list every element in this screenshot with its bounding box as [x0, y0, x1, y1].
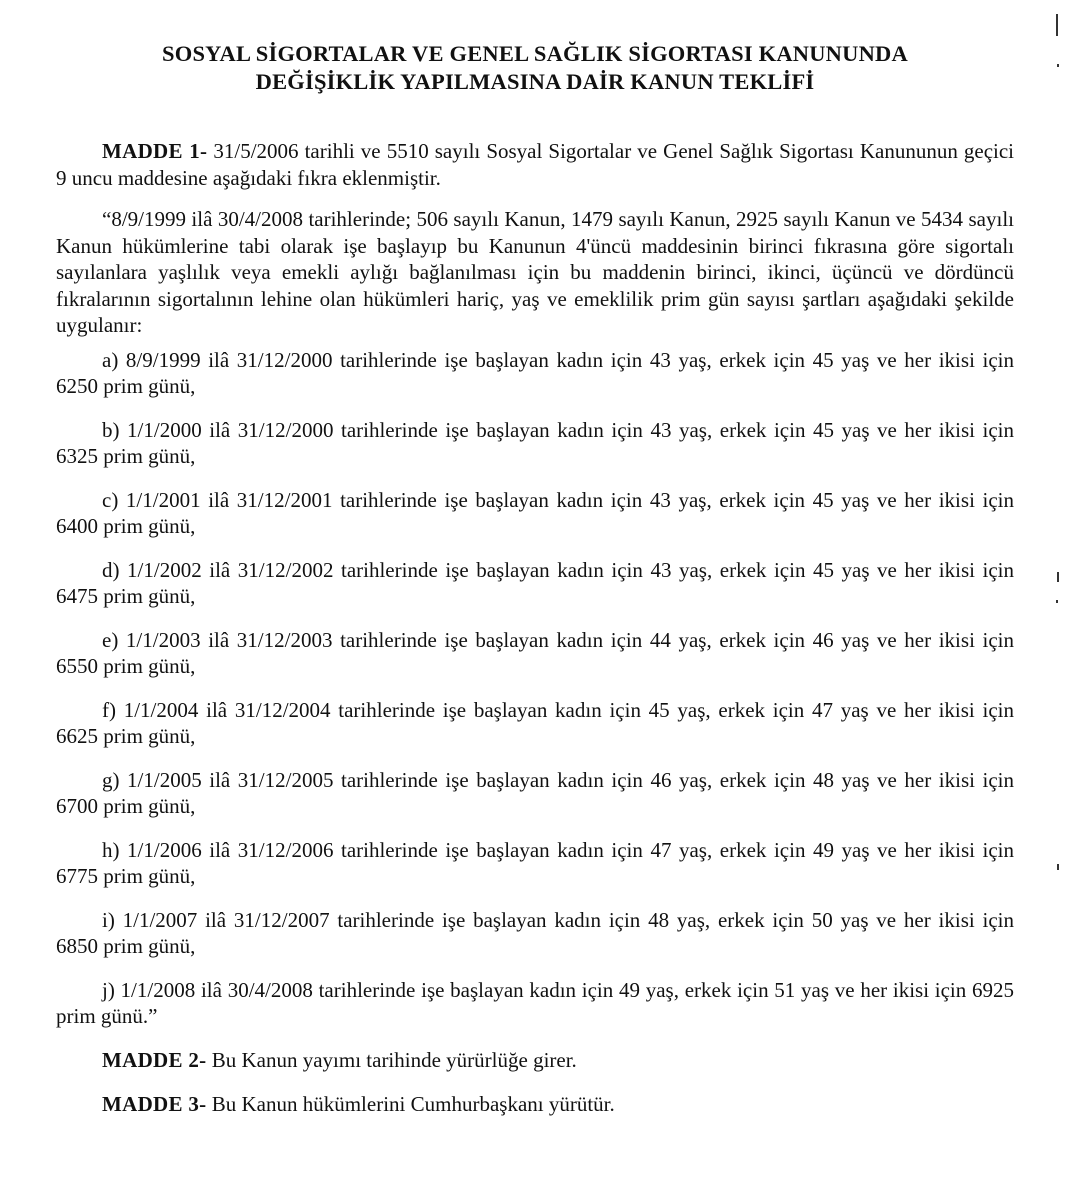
title-line-1: SOSYAL SİGORTALAR VE GENEL SAĞLIK SİGORTASI KANUNUNDA: [162, 41, 908, 66]
madde-3-label: MADDE 3-: [102, 1092, 207, 1116]
madde-2-text: Bu Kanun yayımı tarihinde yürürlüğe girer.: [206, 1047, 577, 1072]
list-item: i) 1/1/2007 ilâ 31/12/2007 tarihlerinde işe başlayan kadın için 48 yaş, erkek için 50 yaş ve her ikisi için 6850 prim günü,: [56, 907, 1014, 958]
list-item: g) 1/1/2005 ilâ 31/12/2005 tarihlerinde işe başlayan kadın için 46 yaş, erkek için 48 yaş ve her ikisi için 6700 prim günü,: [56, 767, 1014, 818]
document-title: [56, 40, 1014, 96]
scan-mark: [1056, 14, 1058, 36]
item-list: [56, 347, 1014, 1030]
madde-2: [56, 1047, 1014, 1074]
scan-mark: [1057, 864, 1059, 870]
list-item: a) 8/9/1999 ilâ 31/12/2000 tarihlerinde işe başlayan kadın için 43 yaş, erkek için 45 yaş ve her ikisi için 6250 prim günü,: [56, 347, 1014, 398]
list-item: f) 1/1/2004 ilâ 31/12/2004 tarihlerinde işe başlayan kadın için 45 yaş, erkek için 47 yaş ve her ikisi için 6625 prim günü,: [56, 697, 1014, 748]
scan-mark: [1057, 64, 1059, 67]
list-item: b) 1/1/2000 ilâ 31/12/2000 tarihlerinde işe başlayan kadın için 43 yaş, erkek için 45 yaş ve her ikisi için 6325 prim günü,: [56, 417, 1014, 468]
title-line-2: DEĞİŞİKLİK YAPILMASINA DAİR KANUN TEKLİFİ: [255, 69, 815, 94]
list-item: c) 1/1/2001 ilâ 31/12/2001 tarihlerinde işe başlayan kadın için 43 yaş, erkek için 45 yaş ve her ikisi için 6400 prim günü,: [56, 487, 1014, 538]
scan-mark: [1056, 600, 1058, 603]
madde-3-text: Bu Kanun hükümlerini Cumhurbaşkanı yürütür.: [206, 1092, 615, 1116]
document-page: [56, 40, 1014, 1136]
madde-1: [56, 138, 1014, 191]
madde-2-label: MADDE 2-: [102, 1047, 207, 1072]
list-item: h) 1/1/2006 ilâ 31/12/2006 tarihlerinde işe başlayan kadın için 47 yaş, erkek için 49 yaş ve her ikisi için 6775 prim günü,: [56, 837, 1014, 888]
quote-intro: “8/9/1999 ilâ 30/4/2008 tarihlerinde; 506 sayılı Kanun, 1479 sayılı Kanun, 2925 sayılı Kanun ve 5434 sayılı Kanun hükümlerine tabi olarak işe başlayıp bu Kanunun 4'üncü maddesinin birinci fıkrasına göre sigortalı sayılanlara yaşlılık veya emekli aylığı bağlanılması için bu maddenin birinci, ikinci, üçüncü ve dördüncü fıkralarının sigortalının lehine olan hükümleri hariç, yaş ve emeklilik prim gün sayısı şartları aşağıdaki şekilde uygulanır:: [56, 207, 1014, 337]
madde-3: [56, 1091, 1014, 1118]
madde-1-text: 31/5/2006 tarihli ve 5510 sayılı Sosyal Sigortalar ve Genel Sağlık Sigortası Kanununun geçici 9 uncu maddesine aşağıdaki fıkra eklenmiştir.: [56, 139, 1015, 190]
list-item: j) 1/1/2008 ilâ 30/4/2008 tarihlerinde işe başlayan kadın için 49 yaş, erkek için 51 yaş ve her ikisi için 6925 prim günü.”: [56, 977, 1014, 1028]
list-item: d) 1/1/2002 ilâ 31/12/2002 tarihlerinde işe başlayan kadın için 43 yaş, erkek için 45 yaş ve her ikisi için 6475 prim günü,: [56, 557, 1014, 608]
madde-1-label: MADDE 1-: [102, 139, 208, 163]
list-item: e) 1/1/2003 ilâ 31/12/2003 tarihlerinde işe başlayan kadın için 44 yaş, erkek için 46 yaş ve her ikisi için 6550 prim günü,: [56, 627, 1014, 678]
scan-mark: [1057, 572, 1059, 582]
